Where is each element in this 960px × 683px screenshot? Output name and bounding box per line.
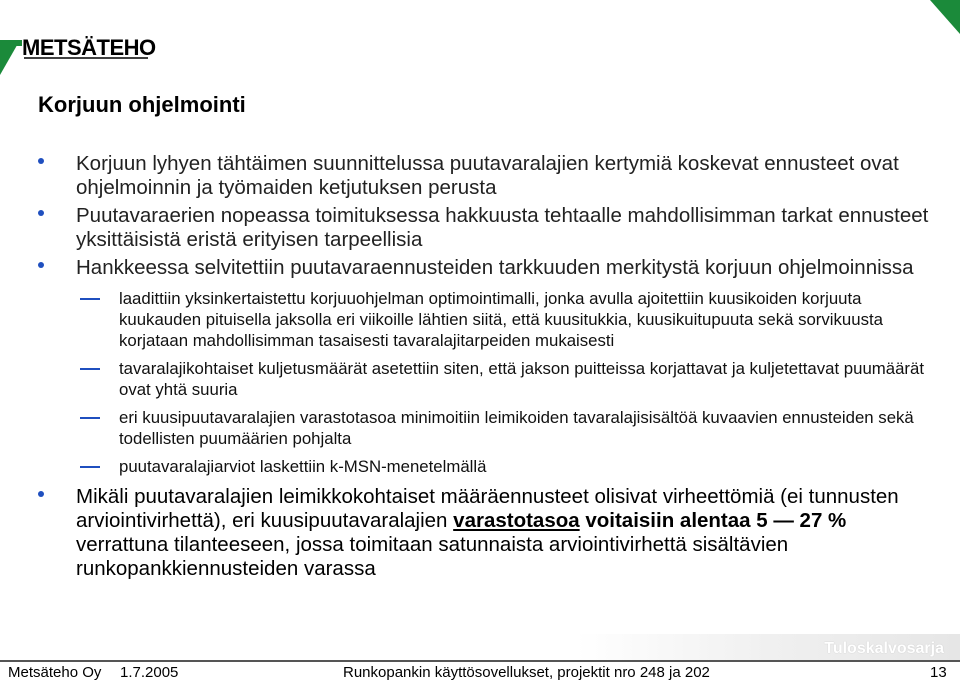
- bullet-emphasis: voitaisiin alentaa 5 — 27 %: [585, 509, 847, 532]
- footer-band: [0, 634, 960, 660]
- sub-bullet-item: [38, 358, 938, 400]
- sub-bullet-item: [38, 407, 938, 449]
- bullet-text: Hankkeessa selvitettiin puutavaraennusteiden tarkkuuden merkitystä korjuun ohjelmoinnissa: [76, 256, 914, 279]
- sub-bullet-dash: [80, 417, 100, 419]
- bullet-text-part: verrattuna tilanteeseen, jossa toimitaan satunnaista arviointivirhettä sisältävien runkopankkiennusteiden varassa: [76, 533, 789, 580]
- sub-bullet-dash: [80, 298, 100, 300]
- bullet-item: [38, 152, 938, 200]
- slide-title: Korjuun ohjelmointi: [38, 92, 246, 117]
- sub-bullet-dash: [80, 368, 100, 370]
- sub-bullet-item: [38, 288, 938, 351]
- footer-brand: Tuloskalvosarja: [824, 640, 944, 657]
- bullet-item: [38, 204, 938, 252]
- sub-bullet-item: [38, 456, 938, 477]
- footer-org: Metsäteho Oy: [8, 664, 102, 681]
- slide-content: [38, 152, 938, 581]
- sub-bullet-text: tavaralajikohtaiset kuljetusmäärät asetettiin siten, että jakson puitteissa korjattavat ja kuljetettavat puumäärät ovat yhtä suuria: [119, 359, 925, 399]
- bullet-item: [38, 485, 938, 581]
- bullet-emphasis: varastotasoa: [453, 509, 580, 532]
- bullet-text-part: Mikäli puutavaralajien leimikkokohtaiset määräennusteet olisivat virheettömiä (ei tunnusten arviointivirhettä), eri kuusipuutavaralajien: [76, 485, 899, 532]
- footer-date: 1.7.2005: [120, 664, 179, 681]
- bullet-dot: [38, 210, 44, 216]
- sub-bullet-text: puutavaralajiarviot laskettiin k-MSN-menetelmällä: [119, 457, 487, 476]
- bullet-dot: [38, 491, 44, 497]
- footer-page-number: 13: [930, 664, 947, 681]
- sub-bullet-dash: [80, 466, 100, 468]
- footer-source: Runkopankin käyttösovellukset, projektit nro 248 ja 202: [343, 664, 710, 681]
- bullet-item: [38, 256, 938, 280]
- sub-bullet-text: laadittiin yksinkertaistettu korjuuohjelman optimointimalli, jonka avulla ajoitettiin kuusikoiden korjuuta kuukauden pituisella jaksolla eri viikoille lähtien siitä, että kuusitukkia, kuusikuitupuuta sekä sorvikuusta korjataan mahdollisimman tasaisesti tavaralajitarpeiden mukaisesti: [119, 289, 883, 350]
- corner-decoration: [930, 0, 960, 34]
- bullet-text: Puutavaraerien nopeassa toimituksessa hakkuusta tehtaalle mahdollisimman tarkat ennusteet yksittäisistä eristä erityisen tarpeellisia: [76, 204, 929, 251]
- bullet-dot: [38, 158, 44, 164]
- bullet-text: Korjuun lyhyen tähtäimen suunnittelussa puutavaralajien kertymiä koskevat ennusteet ovat ohjelmoinnin ja työmaiden ketjutuksen perusta: [76, 152, 899, 199]
- metsateho-logo: [0, 0, 260, 80]
- sub-bullet-text: eri kuusipuutavaralajien varastotasoa minimoitiin leimikoiden tavaralajisisältöä kuvaavien ennusteiden sekä todellisten puumäärien pohjalta: [119, 408, 914, 448]
- bullet-dot: [38, 262, 44, 268]
- logo-text: METSÄTEHO: [22, 35, 156, 60]
- footer-divider: [0, 660, 960, 662]
